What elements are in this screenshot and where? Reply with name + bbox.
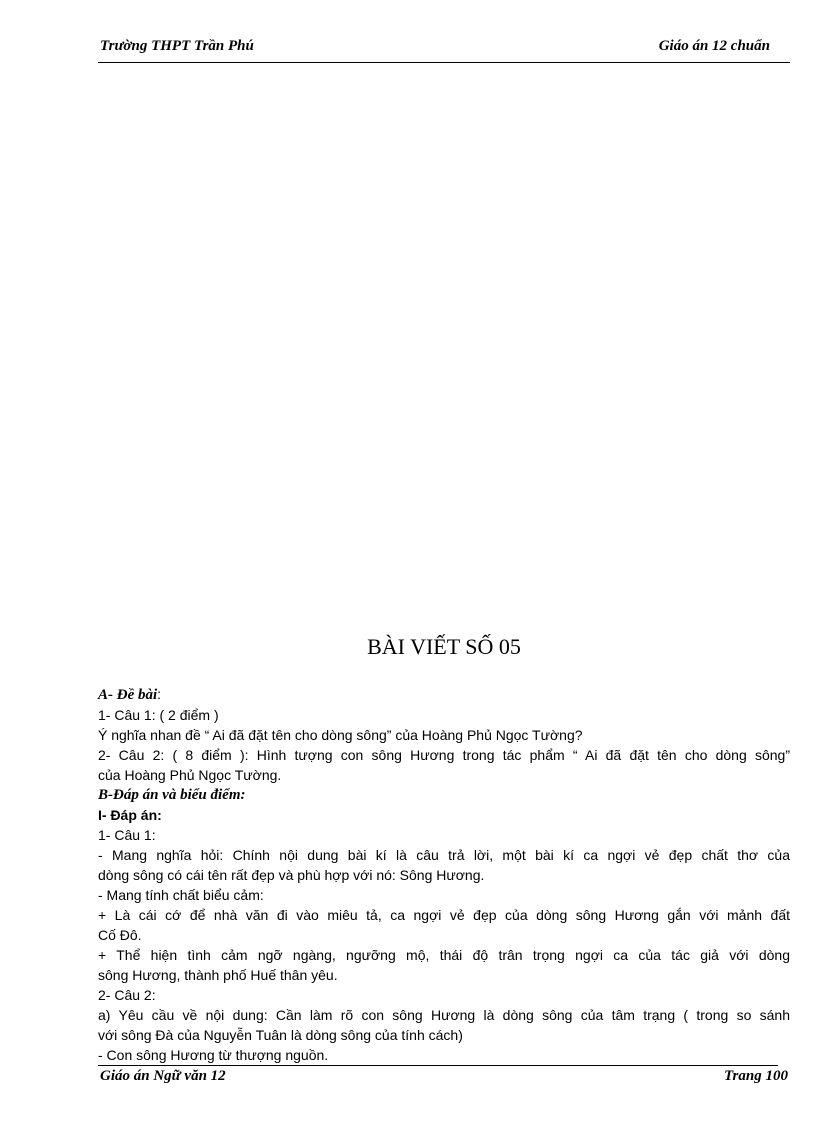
answer-1-line-4: + Là cái cớ để nhà văn đi vào miêu tả, ca ngợi vẻ đẹp của dòng sông Hương gắn với mảnh đất [98, 907, 790, 923]
answer-1-label: 1- Câu 1: [98, 827, 156, 843]
question-1-label: 1- Câu 1: ( 2 điểm ) [98, 707, 219, 723]
page-number: Trang 100 [723, 1068, 788, 1084]
answer-2-label: 2- Câu 2: [98, 987, 156, 1003]
answer-1-line-6: + Thể hiện tình cảm ngỡ ngàng, ngưỡng mộ, thái độ trân trọng ngợi ca của tác giả với dòng [98, 947, 790, 963]
answer-heading: I- Đáp án: [98, 807, 162, 823]
answer-2-line-1: a) Yêu cầu về nội dung: Cần làm rõ con sông Hương là dòng sông của tâm trạng ( trong so sánh [98, 1007, 790, 1023]
school-name: Trường THPT Trần Phú [100, 38, 254, 54]
answer-1-line-3: - Mang tính chất biểu cảm: [98, 887, 264, 903]
page-header [98, 36, 790, 63]
footer-left: Giáo án Ngữ văn 12 [100, 1068, 226, 1084]
document-body [98, 684, 790, 1066]
question-2-text: 2- Câu 2: ( 8 điểm ): Hình tượng con sông Hương trong tác phẩm “ Ai đã đặt tên cho dòng sông” [98, 747, 790, 763]
document-label: Giáo án 12 chuẩn [658, 38, 770, 54]
answer-2-line-3: - Con sông Hương từ thượng nguồn. [98, 1045, 778, 1066]
answer-1-line-2: dòng sông có cái tên rất đẹp và phù hợp với nó: Sông Hương. [98, 867, 485, 883]
answer-1-line-5: Cố Đô. [98, 927, 142, 943]
section-a-line: A- Đề bài: [98, 686, 162, 703]
question-1-text: Ý nghĩa nhan đề “ Ai đã đặt tên cho dòng sông” của Hoàng Phủ Ngọc Tường? [98, 727, 583, 743]
answer-1-line-1: - Mang nghĩa hỏi: Chính nội dung bài kí là câu trả lời, một bài kí ca ngợi vẻ đẹp chất thơ của [98, 847, 790, 863]
answer-1-line-7: sông Hương, thành phố Huế thân yêu. [98, 967, 338, 983]
question-2-text-cont: của Hoàng Phủ Ngọc Tường. [98, 767, 282, 783]
answer-2-line-2: với sông Đà của Nguyễn Tuân là dòng sông của tính cách) [98, 1027, 463, 1043]
section-a-heading: A- Đề bài [98, 687, 158, 703]
page-footer [98, 1066, 790, 1090]
section-b-heading: B-Đáp án và biểu điểm: [98, 787, 246, 803]
page-title: BÀI VIẾT SỐ 05 [367, 634, 521, 659]
